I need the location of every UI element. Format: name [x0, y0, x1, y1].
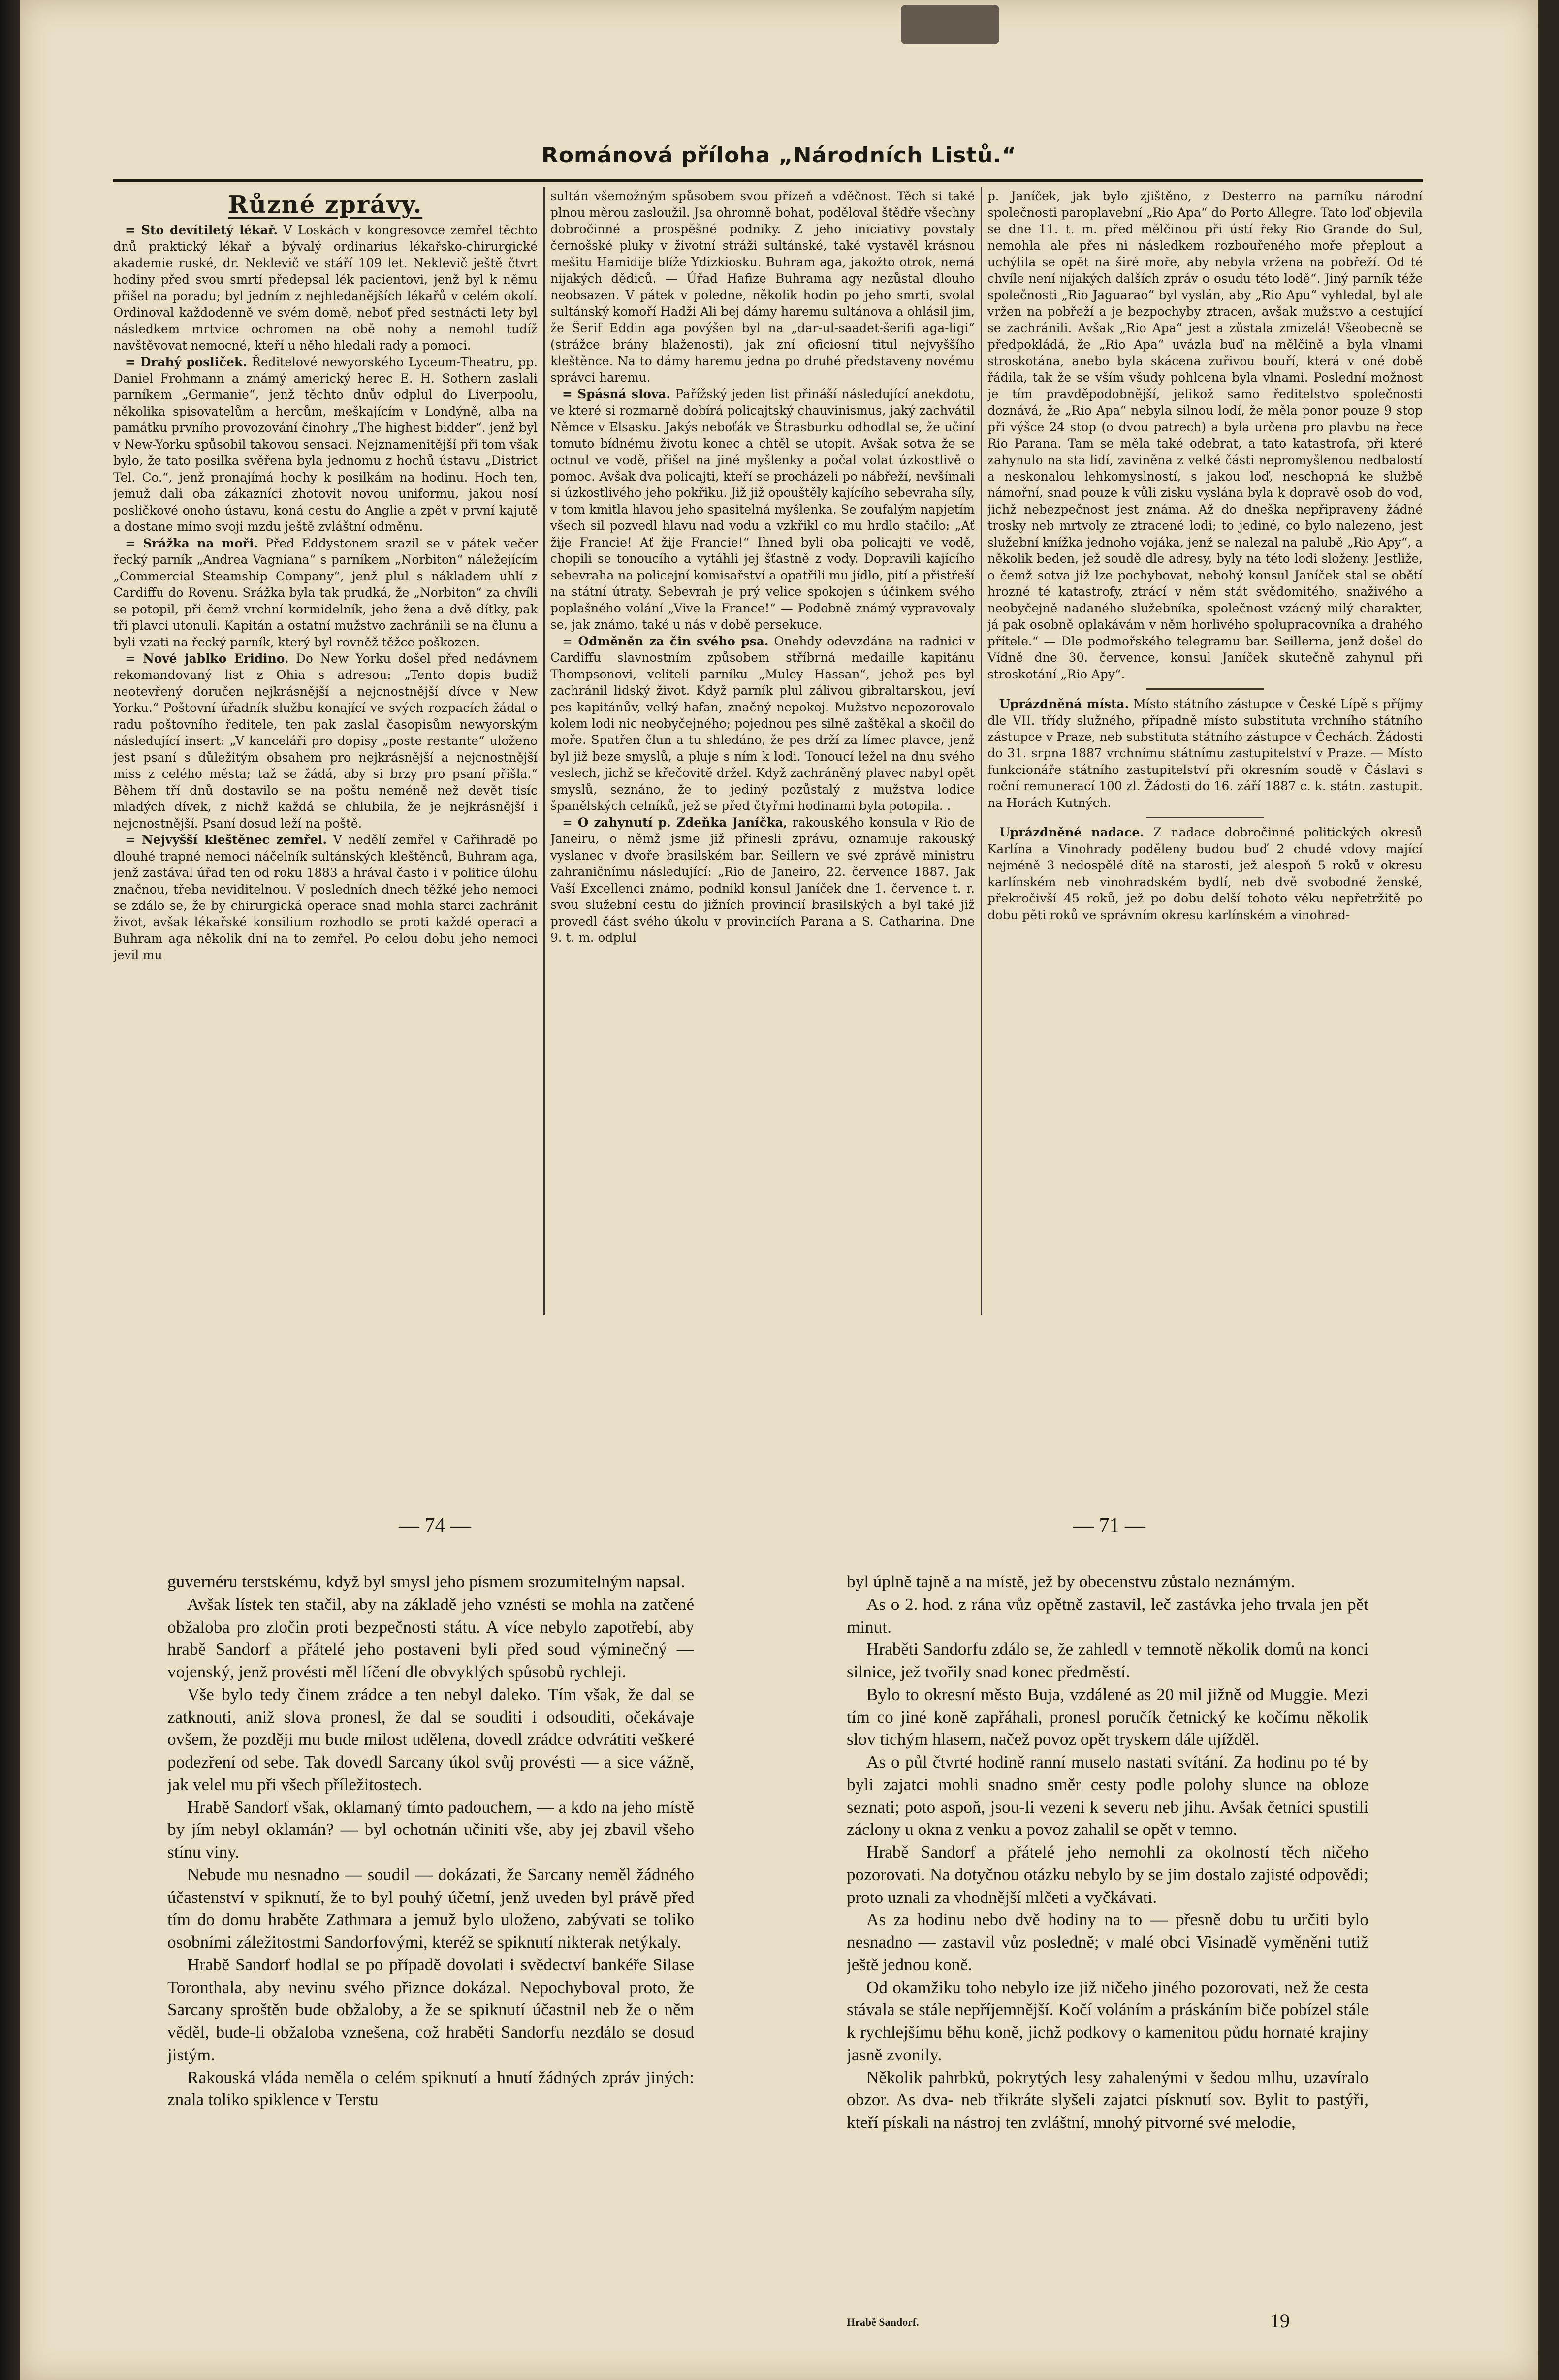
- news-item-text: Z nadace dobročinné politických okresů Karlína a Vinohrady poděleny budou buď 2 chudé vdovy mající nejméně 3 nedospělé dítě na starosti, jež alespoň 5 roků v okresu karlínském neb vinohradském bydlí, neb dvě svobodné ženské, překročivší 45 roků, jež po dobu delší tohoto věku nepřetržitě po dobu pěti roků ve správním okresu karlínském a vinohrad-: [987, 825, 1423, 922]
- news-item-heading: = Spásná slova.: [562, 386, 671, 401]
- news-item-text: Ředitelové newyorského Lyceum-Theatru, pp. Daniel Frohmann a známý americký herec E. H. Sothern zaslali parníkem „Germanie“, jenž těchto dnův odplul do Liverpoolu, několika spisovatelům a hercům, meškajícím v Londýně, alba na památku prvního provozování činohry „The highest bidder“. jenž byl v New-Yorku spůsobil takovou sensaci. Nejznamenitější při tom však bylo, že tato posilka svěřena byla jednomu z hochů ústavu „District Tel. Co.“, jenž pronajímá hochy k posilkám na hodinu. Hoch ten, jemuž dali oba zákazníci zhotovit novou uniformu, jakou nosí posličkové onoho ústavu, koná cestu do Anglie a zpět v první kajutě a dostane mimo svoji mzdu ještě zvláštní odměnu.: [113, 354, 538, 534]
- news-item: [550, 814, 975, 946]
- novel-paragraph: As o 2. hod. z rána vůz opětně zastavil, leč zastávka jeho trvala jen pět minut.: [847, 1594, 1368, 1637]
- news-item: [987, 824, 1423, 923]
- novel-paragraph: Hrabě Sandorf však, oklamaný tímto padouchem, — a kdo na jeho místě by jím nebyl oklamán? — byl ochotnán učiniti vše, aby jej zbavil všeho stínu viny.: [167, 1797, 694, 1862]
- news-item: [987, 696, 1423, 811]
- news-item: [113, 650, 538, 832]
- novel-paragraph: Bylo to okresní město Buja, vzdálené as 20 mil jižně od Muggie. Mezi tím co jiné koně zapřáhali, pronesl poručík četnický ke kočímu několik slov tichým hlasem, načež povoz opět tryskem dále ujížděl.: [847, 1684, 1368, 1749]
- footer-label: Hrabě Sandorf.: [847, 2316, 919, 2328]
- news-item: [550, 633, 975, 814]
- novel-paragraph: Hraběti Sandorfu zdálo se, že zahledl v temnotě několik domů na konci silnice, jež tvořily snad konec předměstí.: [847, 1640, 1368, 1681]
- news-item-heading: Uprázdněné nadace.: [999, 825, 1144, 840]
- column-divider: [543, 187, 545, 1315]
- column-divider: [981, 187, 982, 1315]
- news-item: [113, 222, 538, 354]
- novel-paragraph: As o půl čtvrté hodině ranní muselo nastati svítání. Za hodinu po té by byli zajatci mohli snadno směr cesty podle polohy slunce na obloze seznati; poto aspoň, jsou-li vezeni k severu neb jihu. Avšak četníci spustili záclony u okna z venku a povoz zahalil se opět v temno.: [847, 1752, 1368, 1839]
- news-item-heading: = Drahý posliček.: [125, 354, 247, 369]
- news-item: [550, 188, 975, 386]
- page-number-left: — 74 —: [399, 1514, 471, 1537]
- novel-paragraph: Hrabě Sandorf a přátelé jeho nemohli za okolností těch ničeho pozorovati. Na dotyčnou otázku nebylo by se jim dostalo zajisté odpovědi; proto uznali za vhodnější mlčeti a vyčkávati.: [847, 1842, 1368, 1907]
- novel-paragraph: Hrabě Sandorf hodlal se po případě dovolati i svědectví bankéře Silase Toronthala, aby nevinu svého přiznce dokázal. Nepochyboval proto, že Sarcany sproštěn bude obžaloby, a že se spiknutí účastnil neb že o něm věděl, bude-li obžaloba vznešena, což hraběti Sandorfu nezdálo se dosud jistým.: [167, 1955, 694, 2064]
- novel-paragraph: Od okamžiku toho nebylo ize již ničeho jiného pozorovati, než že cesta stávala se stále nepříjemnější. Kočí voláním a práskáním biče pobízel stále k rychlejšímu běhu koně, jichž podkovy o kamenitou půdu hornaté krajiny jasně zvonily.: [847, 1977, 1368, 2064]
- masthead: Románová příloha „Národních Listů.“: [541, 143, 1017, 168]
- news-item-heading: = Srážka na moři.: [125, 536, 258, 550]
- news-item-heading: = O zahynutí p. Zdeňka Janíčka,: [562, 815, 788, 830]
- column-2: [550, 188, 975, 1320]
- news-item-heading: = Sto devítiletý lékař.: [125, 223, 278, 237]
- novel-paragraph: Nebude mu nesnadno — soudil — dokázati, že Sarcany neměl žádného účastenství v spiknutí, že to byl pouhý účetní, jenž uveden byl právě před tím do domu hraběte Zathmara a jemuž bylo uloženo, zabývati se toliko osobními záležitostmi Sandorfovými, kteréž se spiknutí nikterak netýkaly.: [167, 1865, 694, 1952]
- news-item-text: p. Janíček, jak bylo zjištěno, z Desterro na parníku národní společnosti paroplavební „Rio Apa“ do Porto Allegre. Tato loď objevila se dne 11. t. m. před mělčinou při ústí řeky Rio Grande do Sul, nemohla ale přes ni následkem rozbouřeného moře přeplout a uchýlila se opět na širé moře, aby nebyla vržena na pobřeží. Od té chvíle není nijakých dalších zpráv o osudu této lodě“. Jiný parník téže společnosti „Rio Jaguarao“ byl vyslán, aby „Rio Apu“ vyhledal, byl ale vržen na pobřeží a je bezpochyby ztracen, avšak mužstvo a cestující se zachránili. Avšak „Rio Apa“ jest a zůstala zmizelá! Všeobecně se předpokládá, že „Rio Apa“ uvázla buď na mělčině a byla vlnami stroskotána, anebo byla skácena zuřivou bouří, která v oné době řádila, tak že se vším všudy pohlcena byla vlnami. Poslední možnost je tím pravděpodobnější, jelikož samo ředitelstvo společnosti doznává, že „Rio Apa“ nebyla silnou lodí, že měla ponor pouze 9 stop při výšce 24 stop (o dvou patrech) a byla určena pro plavbu na řece Rio Parana. Tam se měla také odebrat, a tato katastrofa, při které zahynulo na sta lidí, zaviněna z velké části nepromyšlenou nedbalostí a neskonalou lehkomyslností, s jakou loď, neschopná ke službě námořní, snad pouze k vůli zisku vyslána byla k dopravě osob do vod, jichž nebezpečnost jest známa. Až do dneška nepřipraveny žádné trosky neb mrtvoly ze ztracené lodi; to jediné, co bylo nalezeno, jest služební knížka jednoho vojáka, jenž se nalezal na palubě „Rio Apy“, a několik beden, jež soudě dle adresy, byly na této lodi složeny. Jestliže, o čemž sotva již lze pochybovat, nebohý konsul Janíček stal se obětí hrozné té katastrofy, ztrácí v něm stát svědomitého, snaživého a neobyčejně nadaného služebníka, společnost vzácný milý charakter, já pak osobně oplakávám v něm horlivého spolupracovníka a drahého přítele.“ — Dle podmořského telegramu bar. Seillerna, jenž došel do Vídně dne 30. července, konsul Janíček skutečně zahynul při stroskotání „Rio Apy“.: [987, 189, 1423, 681]
- news-item-text: Onehdy odevzdána na radnici v Cardiffu slavnostním způsobem stříbrná medaille kapitánu Thompsonovi, veliteli parníku „Muley Hassan“, jehož pes byl zachránil lidský život. Když parník plul zálivou gibraltarskou, jeví pes kapitánův, velký hafan, značný nepokoj. Mužstvo nepozorovalo kolem lodi nic neobyčejného; pojednou pes silně zaštěkal a skočil do moře. Spatřen člun a tu shledáno, že pes drží za límec plavce, jenž byl již beze smyslů, a pluje s ním k lodi. Tonoucí ležel na dnu svého veslech, jichž se křečovitě držel. Když zachráněný plavec nabyl opět smyslů, seznáno, že to jediný pozůstalý z mužstva lodice španělských celníků, jež se před čtyřmi hodinami byla potopila. .: [550, 634, 975, 813]
- news-item: [113, 354, 538, 535]
- news-item-heading: Uprázdněná místa.: [999, 697, 1129, 711]
- news-item-heading: = Odměněn za čin svého psa.: [562, 634, 769, 648]
- sheet-number: 19: [1270, 2310, 1290, 2332]
- section-separator: [1146, 817, 1264, 818]
- section-separator: [1146, 688, 1264, 690]
- section-title: Různé zprávy.: [228, 191, 423, 219]
- news-item-heading: = Nové jablko Eridino.: [125, 651, 289, 666]
- page-number-right: — 71 —: [1073, 1514, 1145, 1537]
- news-item-text: Před Eddystonem srazil se v pátek večer řecký parník „Andrea Vagniana“ s parníkem „Norbiton“ náležejícím „Commercial Steamship Company“, jenž plul s nákladem uhlí z Cardiffu do Rovenu. Srážka byla tak prudká, že „Norbiton“ za chvíli se potopil, při čemž vrchní kormidelník, jeho žena a dvě dítky, pak tři plavci utonuli. Kapitán a ostatní mužstvo zachránili se na člunu a byli vzati na řecký parník, který byl rovněž těžce poškozen.: [113, 536, 538, 649]
- novel-paragraph: Avšak lístek ten stačil, aby na základě jeho vznésti se mohla na zatčené obžaloba pro zločin proti bezpečnosti státu. A více nebylo zapotřebí, aby hrabě Sandorf a přátelé jeho postaveni byli před soud výminečný — vojenský, jenž provésti měl líčení dle obvyklých spůsobů rychleji.: [167, 1594, 694, 1681]
- masthead-rule: [113, 179, 1423, 182]
- news-item-heading: = Nejvyšší kleštěnec zemřel.: [125, 833, 327, 847]
- newspaper-page: [20, 0, 1538, 2380]
- library-stamp: [901, 5, 999, 44]
- news-item-text: V nedělí zemřel v Cařihradě po dlouhé trapné nemoci náčelník sultánských kleštěnců, Buhram aga, jenž zastával úřad ten od roku 1883 a hrával často i v politice úlohu značnou, třeba neviditelnou. V posledních dnech těžké jeho nemoci se zdálo se, že by chirurgická operace snad mohla starci zachránit život, avšak lékařské konsilium rozhodlo se proti každé operaci a Buhram aga několik dní na to zemřel. Po celou dobu jeho nemoci jevil mu: [113, 833, 538, 963]
- news-item: [987, 188, 1423, 682]
- column-1: [113, 187, 538, 1319]
- news-item-text: V Loskách v kongresovce zemřel těchto dnů praktický lékař a bývalý ordinarius lékařsko-chirurgické akademie ruské, dr. Neklevič ve stáří 109 let. Neklevič ještě čtvrt hodiny před svou smrtí předepsal lék pacientovi, jenž byl k němu přišel na poradu; byl jedním z nejhledanějších lékařů v celém okolí. Ordinoval každodenně ve svém domě, neboť před sestnácti lety byl následkem mrtvice ochromen na obě nohy a nemohl tudíž navštěvovat nemocné, kteří u něho hledali rady a pomoci.: [113, 223, 538, 353]
- news-item-text: Do New Yorku došel před nedávnem rekomandovaný list z Ohia s adresou: „Tento dopis budiž neotevřený doručen nejkrásnější a nejcnostnější dívce v New Yorku.“ Poštovní úřadník službu konající ve svých rozpacích žádal o radu poštovního ředitele, ten pak zaslal časopisům newyorským následující insert: „V kanceláři pro dopisy „poste restante“ uloženo jest psaní s důležitým obsahem pro nejkrásnější a nejcnostnější miss z celého města; taž se žádá, aby si brzy pro psaní přišla.“ Během tří dnů dostavilo se na poštu neméně než devět tisíc mladých dívek, z nichž každá se chlubila, že je nejkrásnější i nejcnostnější. Psaní dosud leží na poště.: [113, 651, 538, 831]
- news-item: [550, 386, 975, 633]
- column-3: [987, 188, 1423, 1320]
- novel-paragraph: As za hodinu nebo dvě hodiny na to — přesně dobu tu určiti bylo nesnadno — zastavil vůz posledně; v malé obci Visinadě vyměněni tutiž ještě jednou koně.: [847, 1910, 1368, 1974]
- novel-paragraph: Vše bylo tedy činem zrádce a ten nebyl daleko. Tím však, že dal se zatknouti, aniž slova pronesl, že dal se souditi i odsouditi, očekávaje ovšem, že později mu bude milost udělena, dovedl zrádce odvrátiti veškeré podezření od sebe. Tak dovedl Sarcany úkol svůj provésti — a sice vážně, jak velel mu při všech příležitostech.: [167, 1684, 694, 1794]
- news-item-text: sultán všemožným spůsobem svou přízeň a vděčnost. Těch si také plnou měrou zasloužil. Jsa ohromně bohat, poděloval štědře všechny dobročinné a prospěšné podniky. Z jeho iniciativy povstaly černošské pluky v životní stráži sultánské, také vystavěl krásnou mešitu Hamidije blíže Ydizkiosku. Buhram aga, jakožto otrok, nemá nijakých dědiců. — Úřad Hafize Buhrama agy nezůstal dlouho neobsazen. V pátek v poledne, několik hodin po jeho smrti, svolal sultánský komoří Hadži Ali bej dámy haremu sultánova a ohlásil jim, že Šerif Eddin aga povýšen byl na „dar-ul-saadet-šerifi aga-ligi“ (strážce brány blaženosti), jak zní oficiosní titul nejvyššího kleštěnce. Na to dámy haremu jedna po druhé představeny novému správci haremu.: [550, 189, 975, 385]
- news-item: [113, 832, 538, 964]
- lower-right-text: [847, 1571, 1368, 2299]
- news-item: [113, 535, 538, 650]
- news-item-text: Pařížský jeden list přináší následující anekdotu, ve které si rozmarně dobírá policajtský chauvinismus, jaký zachvátil Němce v Elsasku. Jakýs neboťák ve Štrasburku odhodlal se, že učiní tomuto bídnému životu konec a chtěl se utopit. Avšak sotva že se octnul ve vodě, přišel na jiné myšlenky a počal volat úzkostlivě o pomoc. Avšak dva policajti, kteří se procházeli po nábřeží, nevšímali si úzkostlivého jeho pokřiku. Již již opouštěly kajícího sebevraha síly, v tom kmitla hlavou jeho spasitelná myšlenka. Se zoufalým napjetím všech sil pozvedl hlavu nad vodu a vzkřikl co mu hrdlo stačilo: „Ať žije Francie! Ať žije Francie!“ Ihned byli oba policajti ve vodě, chopili se tonoucího a vytáhli jej šťastně z vody. Dopravili kajícího sebevraha na policejní komisařství a opatřili mu jídlo, pití a přistřeší na státní útraty. Sebevrah je prý velice spokojen s účinkem svého poplašného volání „Vive la France!“ — Podobně známý vypravovaly se, jak známo, také u nás v době persekuce.: [550, 386, 975, 632]
- news-item-text: rakouského konsula v Rio de Janeiru, o němž jsme již přinesli zprávu, oznamuje rakouský vyslanec v dvoře brasilském bar. Seillern ve své zprávě ministru zahraničnímu následující: „Rio de Janeiro, 22. července 1887. Jak Vaší Excellenci známo, podnikl konsul Janíček dne 1. července t. r. svou služební cestu do jižních provincií brasilských a byl také již provedl část svého úkolu v provinciích Parana a S. Catharina. Dne 9. t. m. odplul: [550, 815, 975, 945]
- news-item-text: Místo státního zástupce v České Lípě s příjmy dle VII. třídy služného, případně místo substituta vrchního státního zástupce v Praze, neb substituta státního zástupce v Čechách. Žádosti do 31. srpna 1887 vrchnímu státnímu zastupitelství v Praze. — Místo funkcionáře státního zastupitelství při okresním soudě v Čáslavi s roční remunerací 100 zl. Žádosti do 16. září 1887 c. k. státn. zastupit. na Horách Kutných.: [987, 697, 1423, 810]
- novel-paragraph: Rakouská vláda neměla o celém spiknutí a hnutí žádných zpráv jiných: znala toliko spiklence v Terstu: [167, 2067, 694, 2110]
- lower-left-text: [167, 1571, 694, 2270]
- novel-paragraph: byl úplně tajně a na místě, jež by obecenstvu zůstalo neznámým.: [847, 1572, 1295, 1591]
- novel-paragraph: guvernéru terstskému, když byl smysl jeho písmem srozumitelným napsal.: [167, 1572, 685, 1591]
- novel-paragraph: Několik pahrbků, pokrytých lesy zahalenými v šedou mlhu, uzavíralo obzor. As dva- neb třikráte slyšeli zajatci písknutí sov. Bylit to pastýři, kteří pískali na nástroj ten zvláštní, mnohý pitvorné své melodie,: [847, 2067, 1368, 2132]
